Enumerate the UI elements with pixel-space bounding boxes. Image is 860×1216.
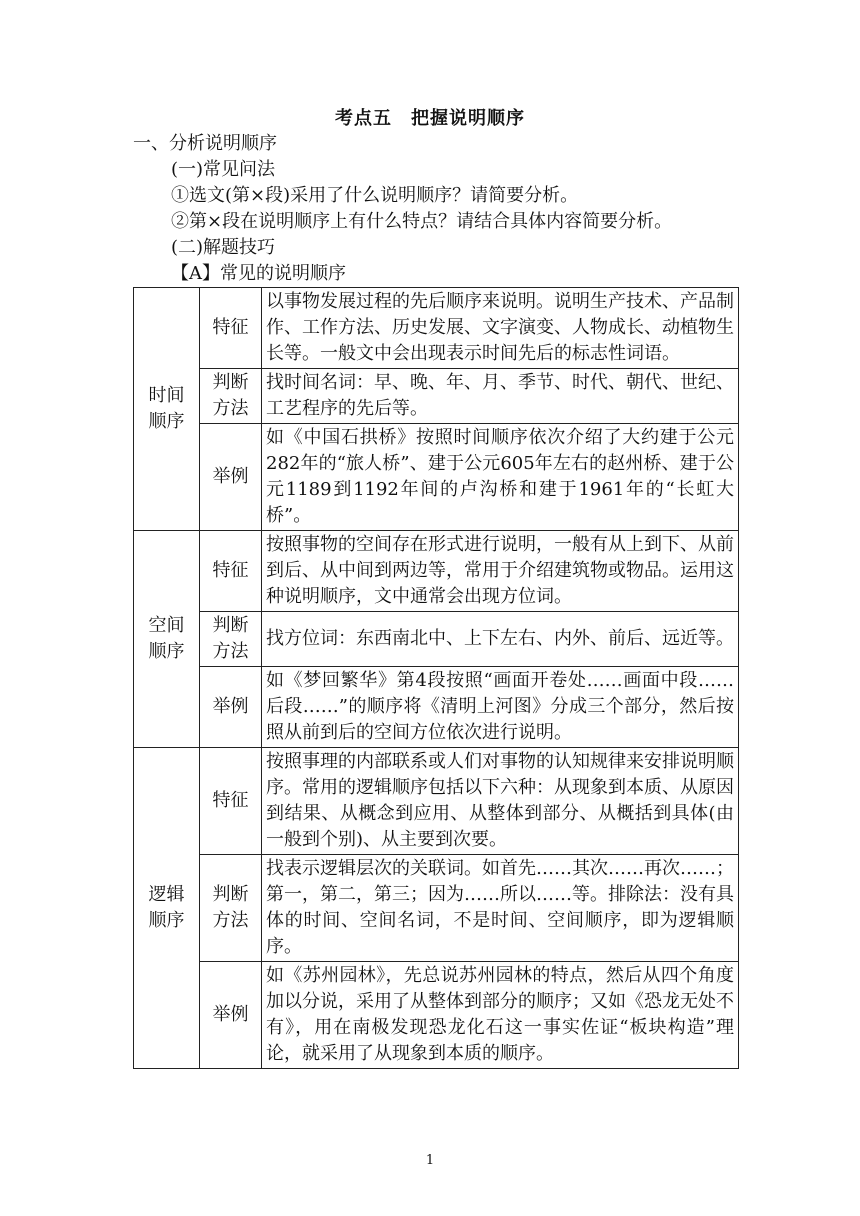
row-content: 如《梦回繁华》第4段按照“画面开卷处……画面中段……后段……”的顺序将《清明上河图》分成三个部分，然后按照从前到后的空间方位依次进行说明。: [262, 667, 739, 748]
row-content: 找表示逻辑层次的关联词。如首先……其次……再次……；第一，第二，第三；因为……所以……等。排除法：没有具体的时间、空间名词，不是时间、空间顺序，即为逻辑顺序。: [262, 855, 739, 962]
row-content: 按照事理的内部联系或人们对事物的认知规律来安排说明顺序。常用的逻辑顺序包括以下六种：从现象到本质、从原因到结果、从概念到应用、从整体到部分、从概括到具体(由一般到个别)、从主要到次要。: [262, 748, 739, 855]
table-row: [134, 667, 739, 748]
question-1: ①选文(第×段)采用了什么说明顺序？请简要分析。: [171, 185, 579, 206]
table-row: [134, 855, 739, 962]
category-logic-order: 逻辑 顺序: [134, 748, 200, 1069]
subsection-techniques: (二)解题技巧: [171, 237, 276, 258]
category-time-order: 时间 顺序: [134, 288, 200, 531]
row-label-example: 举例: [200, 962, 262, 1069]
table-row: [134, 612, 739, 667]
table-row: [134, 424, 739, 531]
row-content: 以事物发展过程的先后顺序来说明。说明生产技术、产品制作、工作方法、历史发展、文字演变、人物成长、动植物生长等。一般文中会出现表示时间先后的标志性词语。: [262, 288, 739, 369]
row-label-example: 举例: [200, 667, 262, 748]
row-content: 按照事物的空间存在形式进行说明，一般有从上到下、从前到后、从中间到两边等，常用于介绍建筑物或物品。运用这种说明顺序，文中通常会出现方位词。: [262, 531, 739, 612]
row-label-feature: 特征: [200, 531, 262, 612]
question-2: ②第×段在说明顺序上有什么特点？请结合具体内容简要分析。: [171, 211, 673, 232]
table-row: [134, 531, 739, 612]
table-row: [134, 288, 739, 369]
subsection-common-questions: (一)常见问法: [171, 159, 276, 180]
table-row: [134, 962, 739, 1069]
row-content: 如《中国石拱桥》按照时间顺序依次介绍了大约建于公元282年的“旅人桥”、建于公元605年左右的赵州桥、建于公元1189到1192年间的卢沟桥和建于1961年的“长虹大桥”。: [262, 424, 739, 531]
row-label-example: 举例: [200, 424, 262, 531]
table-row: [134, 748, 739, 855]
order-table: [133, 287, 739, 1069]
table-caption: 【A】常见的说明顺序: [171, 263, 346, 284]
row-label-method: 判断 方法: [200, 855, 262, 962]
section-heading: 一、分析说明顺序: [133, 133, 277, 154]
row-label-method: 判断 方法: [200, 612, 262, 667]
table-row: [134, 369, 739, 424]
row-label-method: 判断 方法: [200, 369, 262, 424]
row-content: 找方位词：东西南北中、上下左右、内外、前后、远近等。: [262, 612, 739, 667]
row-content: 找时间名词：早、晚、年、月、季节、时代、朝代、世纪、工艺程序的先后等。: [262, 369, 739, 424]
row-label-feature: 特征: [200, 288, 262, 369]
category-space-order: 空间 顺序: [134, 531, 200, 748]
row-content: 如《苏州园林》，先总说苏州园林的特点，然后从四个角度加以分说，采用了从整体到部分的顺序；又如《恐龙无处不有》，用在南极发现恐龙化石这一事实佐证“板块构造”理论，就采用了从现象到本质的顺序。: [262, 962, 739, 1069]
page-number: 1: [425, 1153, 435, 1168]
page-title: 考点五 把握说明顺序: [335, 108, 525, 129]
row-label-feature: 特征: [200, 748, 262, 855]
